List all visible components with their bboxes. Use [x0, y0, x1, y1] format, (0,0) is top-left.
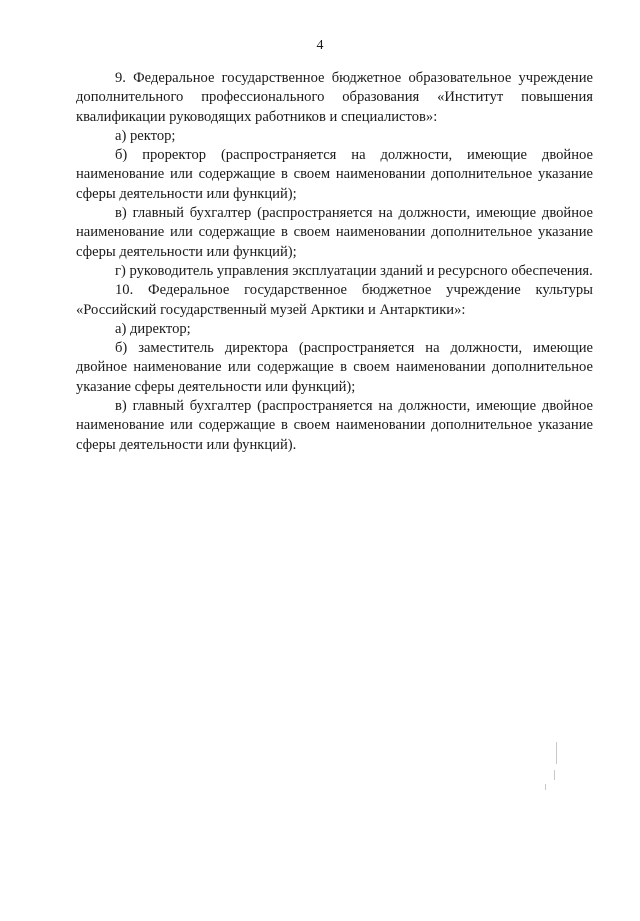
- paragraph-item-b-deputy-director: б) заместитель директора (распространяется на должности, имеющие двойное наименование или содержащие в своем наименовании дополнительное указание сферы деятельности или функций);: [76, 340, 593, 395]
- paragraph-item-g-head-of-management: г) руководитель управления эксплуатации зданий и ресурсного обеспечения.: [115, 262, 593, 279]
- paragraph-museum-heading: 10. Федеральное государственное бюджетное учреждение культуры «Российский государственный музей Арктики и Антарктики»:: [76, 282, 593, 318]
- scan-artifact-mark: [554, 770, 555, 780]
- paragraph-institute-heading: 9. Федеральное государственное бюджетное образовательное учреждение дополнительного профессионального образования «Институт повышения квалификации руководящих работников и специалистов»:: [76, 70, 593, 125]
- scan-artifact-mark: [545, 784, 546, 790]
- document-body: [76, 69, 593, 455]
- page-number: 4: [316, 38, 324, 53]
- paragraph-item-b-vice-rector: б) проректор (распространяется на должности, имеющие двойное наименование или содержащие в своем наименовании дополнительное указание сферы деятельности или функций);: [76, 147, 593, 202]
- paragraph-item-v-chief-accountant-museum: в) главный бухгалтер (распространяется на должности, имеющие двойное наименование или содержащие в своем наименовании дополнительное указание сферы деятельности или функций).: [76, 398, 593, 453]
- paragraph-item-v-chief-accountant: в) главный бухгалтер (распространяется на должности, имеющие двойное наименование или содержащие в своем наименовании дополнительное указание сферы деятельности или функций);: [76, 205, 593, 260]
- paragraph-item-a-rector: а) ректор;: [115, 127, 176, 144]
- scan-artifact-mark: [556, 742, 557, 764]
- paragraph-item-a-director: а) директор;: [115, 320, 191, 337]
